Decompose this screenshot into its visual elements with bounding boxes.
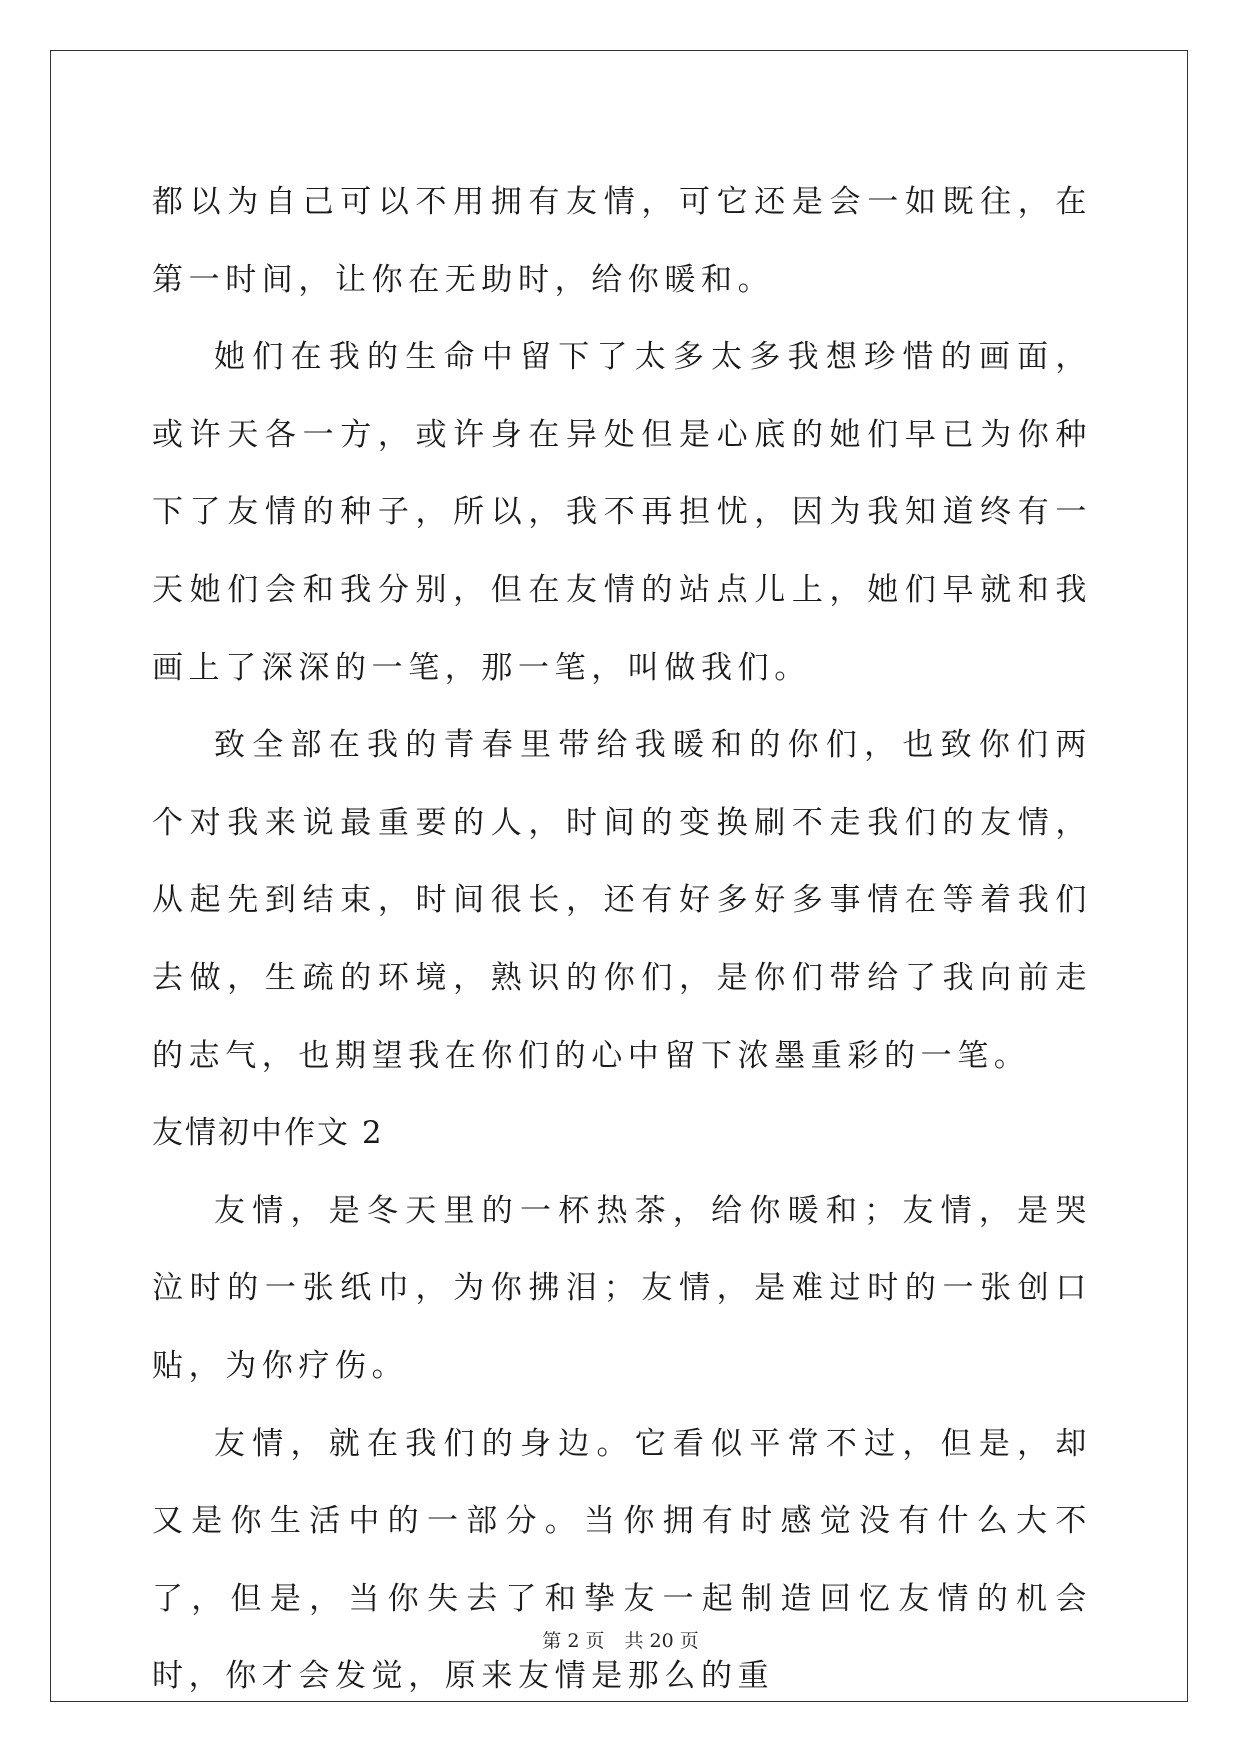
section-heading: 友情初中作文 2 <box>152 1115 384 1152</box>
paragraph-5: 友情，就在我们的身边。它看似平常不过，但是，却又是你生活中的一部分。当你拥有时感觉没有什么大不了，但是，当你失去了和挚友一起制造回忆友情的机会时，你才会发觉，原来友情是那么的重 <box>152 1425 1092 1695</box>
paragraph-1: 都以为自己可以不用拥有友情，可它还是会一如既往，在第一时间，让你在无助时，给你暖和。 <box>152 184 1092 298</box>
page-total: 共 20 页 <box>624 1630 699 1652</box>
page-number: 第 2 页 <box>542 1630 605 1652</box>
paragraph-4: 友情，是冬天里的一杯热茶，给你暖和；友情，是哭泣时的一张纸巾，为你拂泪；友情，是难过时的一张创口贴，为你疗伤。 <box>152 1192 1092 1384</box>
page-footer <box>0 1626 1241 1653</box>
document-body <box>152 164 1092 1716</box>
paragraph-2: 她们在我的生命中留下了太多太多我想珍惜的画面，或许天各一方，或许身在异处但是心底的她们早已为你种下了友情的种子，所以，我不再担忧，因为我知道终有一天她们会和我分别，但在友情的站点儿上，她们早就和我画上了深深的一笔，那一笔，叫做我们。 <box>152 339 1092 686</box>
paragraph-3: 致全部在我的青春里带给我暖和的你们，也致你们两个对我来说最重要的人，时间的变换刷不走我们的友情，从起先到结束，时间很长，还有好多好多事情在等着我们去做，生疏的环境，熟识的你们，是你们带给了我向前走的志气，也期望我在你们的心中留下浓墨重彩的一笔。 <box>152 727 1092 1074</box>
